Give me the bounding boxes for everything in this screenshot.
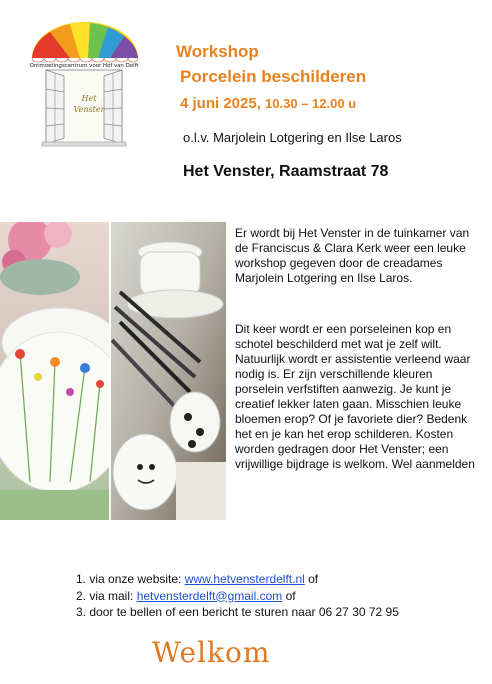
welcome-heading: Welkom xyxy=(152,636,271,669)
item2-prefix: 2. via mail: xyxy=(76,588,137,603)
list-item xyxy=(76,571,486,588)
registration-list xyxy=(76,571,486,621)
logo-name xyxy=(63,93,115,115)
details-paragraph: Dit keer wordt er een porseleinen kop en schotel beschilderd met wat je zelf wilt. Natuurlijk wordt er assistentie verleend waar nodig is. Er zijn verschillende kleuren porselein verfstiften aanwezig. Je kunt je creatief lekker laten gaan. Misschien leuke bloemen erop? Of je favoriete dier? Bedenk het en je kan het erop schilderen. Kosten worden gedragen door Het Venster; een vrijwillige bijdrage is welkom. Wel aanmelden xyxy=(235,322,475,471)
porcelain-collage-image xyxy=(0,222,226,520)
venue: Het Venster, Raamstraat 78 xyxy=(183,163,389,180)
item2-suffix: of xyxy=(282,588,296,603)
workshop-photo xyxy=(0,222,226,520)
het-venster-logo xyxy=(30,20,140,148)
logo-name-line1: Het xyxy=(81,94,97,103)
list-item: 3. door te bellen of een bericht te sturen naar 06 27 30 72 95 xyxy=(76,605,399,619)
item1-prefix: 1. via onze website: xyxy=(76,572,185,586)
list-item xyxy=(76,588,486,605)
title-line1: Workshop xyxy=(176,42,259,61)
organizers: o.l.v. Marjolein Lotgering en Ilse Laros xyxy=(183,130,402,145)
date-text: 4 juni 2025, xyxy=(180,95,261,112)
item1-suffix: of xyxy=(304,572,319,586)
logo-tagline: Ontmoetingscentrum voor Hof van Delft xyxy=(29,63,139,69)
intro-paragraph: Er wordt bij Het Venster in de tuinkamer van de Franciscus & Clara Kerk weer een leuke workshop gegeven door de creadames Marjolein Lotgering en Ilse Laros. xyxy=(235,226,470,285)
website-link[interactable]: www.hetvensterdelft.nl xyxy=(184,572,305,586)
email-link[interactable]: hetvensterdelft@gmail.com xyxy=(136,588,283,603)
window-umbrella-icon xyxy=(30,20,140,148)
time-text: 10.30 – 12.00 u xyxy=(265,96,357,111)
logo-name-line2: Venster xyxy=(73,105,105,114)
event-date xyxy=(180,95,356,112)
title-line2: Porcelein beschilderen xyxy=(180,67,367,86)
